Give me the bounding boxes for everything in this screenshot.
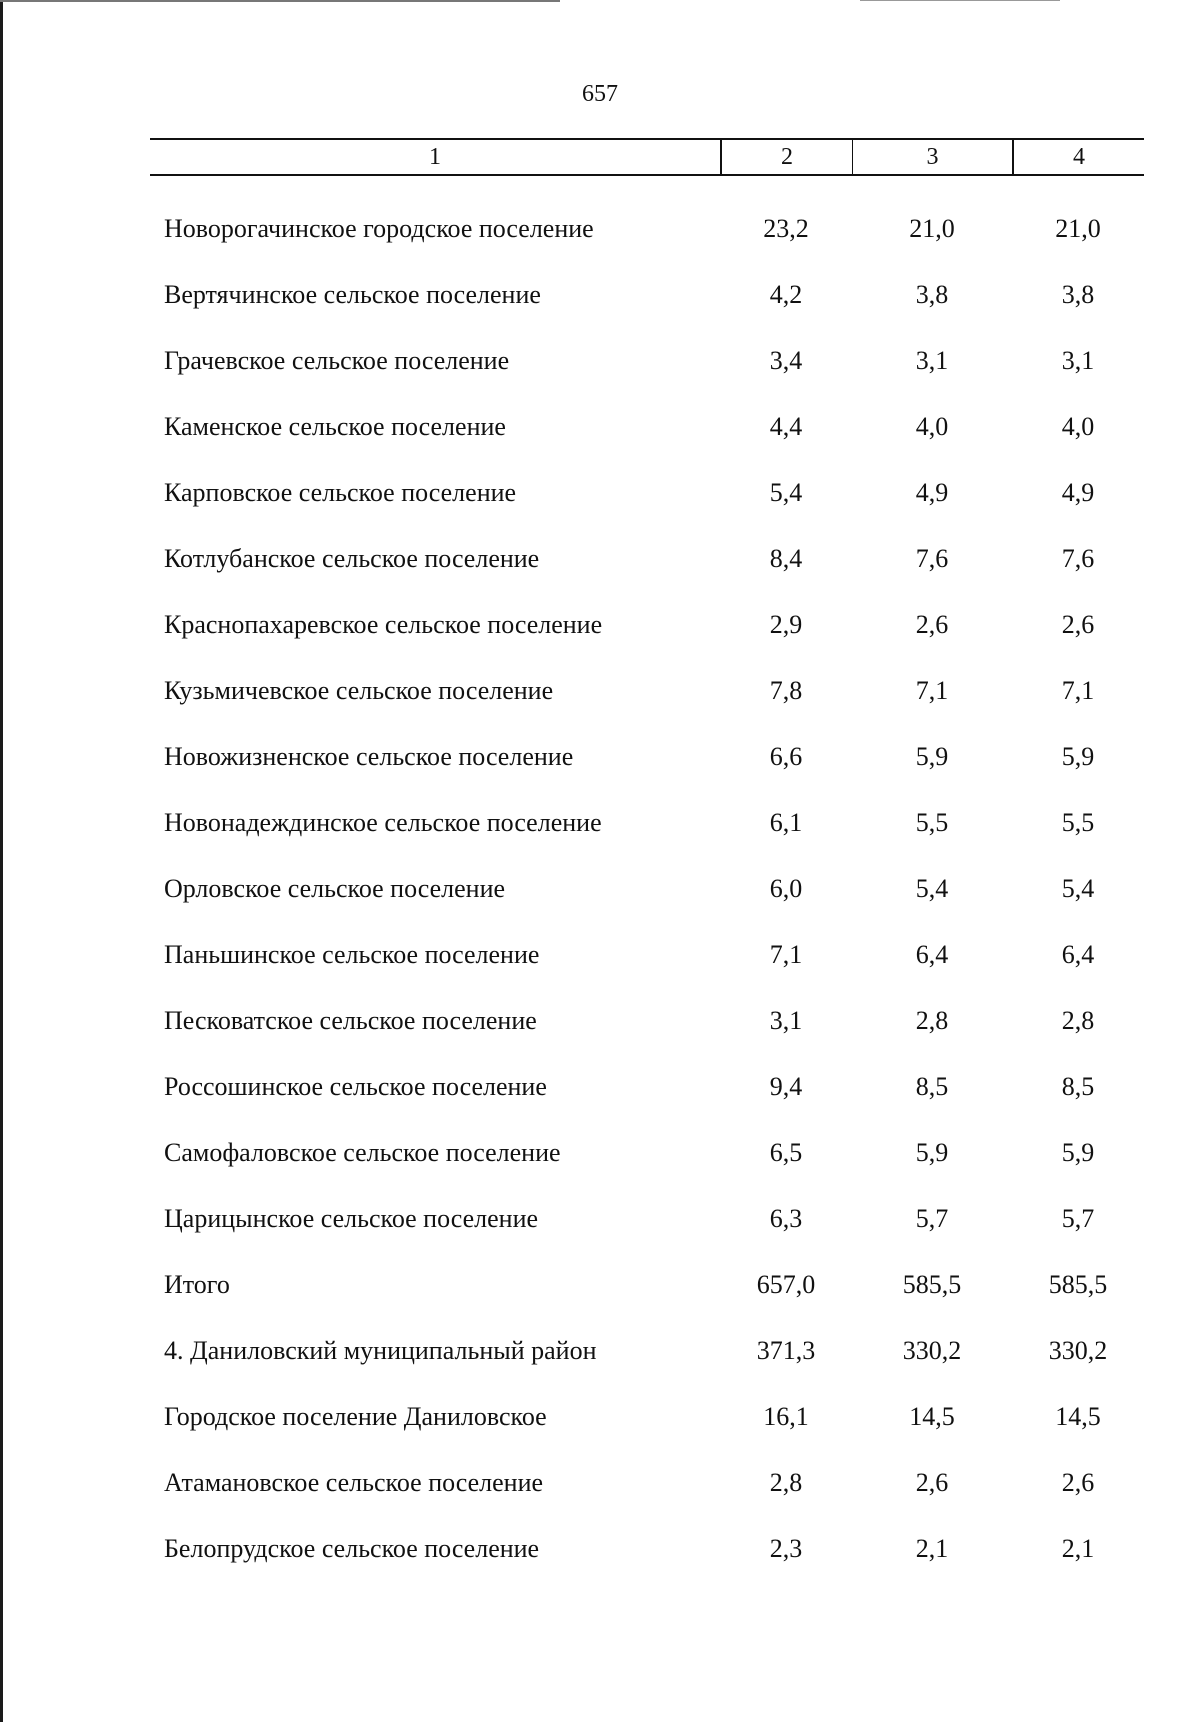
settlement-name: Песковатское сельское поселение <box>164 1006 537 1035</box>
scan-border-top <box>0 0 560 2</box>
value-col-3: 5,9 <box>915 742 949 771</box>
value-col-2: 6,3 <box>769 1204 803 1233</box>
value-col-4: 585,5 <box>1048 1270 1108 1299</box>
column-header-1: 1 <box>429 144 441 170</box>
table-row <box>150 328 1144 394</box>
settlement-name: Карповское сельское поселение <box>164 478 517 507</box>
settlement-name: Россошинское сельское поселение <box>164 1072 547 1101</box>
settlement-name: Атамановское сельское поселение <box>164 1468 544 1497</box>
table-row <box>150 1054 1144 1120</box>
value-col-3: 2,1 <box>915 1534 949 1563</box>
value-col-4: 7,6 <box>1061 544 1095 573</box>
value-col-4: 5,9 <box>1061 1138 1095 1167</box>
value-col-2: 8,4 <box>769 544 803 573</box>
value-col-2: 371,3 <box>756 1336 816 1365</box>
value-col-4: 5,7 <box>1061 1204 1095 1233</box>
table-row <box>150 1318 1144 1384</box>
table-row <box>150 1450 1144 1516</box>
settlement-name: Новожизненское сельское поселение <box>164 742 574 771</box>
value-col-2: 6,5 <box>769 1138 803 1167</box>
column-header-4: 4 <box>1012 140 1144 174</box>
table-row <box>150 724 1144 790</box>
settlement-name: Новонадеждинское сельское поселение <box>164 808 602 837</box>
value-col-4: 2,8 <box>1061 1006 1095 1035</box>
table-row <box>150 1186 1144 1252</box>
value-col-3: 7,1 <box>915 676 949 705</box>
value-col-3: 5,7 <box>915 1204 949 1233</box>
value-col-4: 5,5 <box>1061 808 1095 837</box>
settlement-name: Самофаловское сельское поселение <box>164 1138 561 1167</box>
value-col-4: 5,9 <box>1061 742 1095 771</box>
scan-border-top-right <box>860 0 1060 1</box>
value-col-3: 21,0 <box>909 214 955 243</box>
value-col-4: 4,9 <box>1061 478 1095 507</box>
value-col-2: 3,1 <box>769 1006 803 1035</box>
table-row <box>150 1384 1144 1450</box>
table-body <box>150 196 1144 1582</box>
value-col-4: 2,6 <box>1061 610 1095 639</box>
column-header-2: 2 <box>720 140 852 174</box>
table-row <box>150 592 1144 658</box>
settlement-name: Вертячинское сельское поселение <box>164 280 541 309</box>
table-row <box>150 658 1144 724</box>
value-col-2: 3,4 <box>769 346 803 375</box>
value-col-2: 7,8 <box>769 676 803 705</box>
table-row <box>150 394 1144 460</box>
value-col-4: 2,6 <box>1061 1468 1095 1497</box>
page-number: 657 <box>582 81 618 107</box>
value-col-4: 5,4 <box>1061 874 1095 903</box>
value-col-4: 8,5 <box>1061 1072 1095 1101</box>
settlement-name: Котлубанское сельское поселение <box>164 544 540 573</box>
value-col-2: 7,1 <box>769 940 803 969</box>
value-col-2: 6,0 <box>769 874 803 903</box>
settlement-name: Итого <box>164 1270 230 1299</box>
settlement-name: Городское поселение Даниловское <box>164 1402 547 1431</box>
value-col-4: 7,1 <box>1061 676 1095 705</box>
table-row <box>150 922 1144 988</box>
value-col-3: 3,8 <box>915 280 949 309</box>
value-col-3: 585,5 <box>902 1270 962 1299</box>
value-col-4: 3,8 <box>1061 280 1095 309</box>
settlement-name: Царицынское сельское поселение <box>164 1204 539 1233</box>
settlement-name: Кузьмичевское сельское поселение <box>164 676 554 705</box>
value-col-2: 4,2 <box>769 280 803 309</box>
value-col-4: 3,1 <box>1061 346 1095 375</box>
value-col-2: 2,9 <box>769 610 803 639</box>
value-col-3: 330,2 <box>902 1336 962 1365</box>
settlement-name: Краснопахаревское сельское поселение <box>164 610 603 639</box>
value-col-4: 6,4 <box>1061 940 1095 969</box>
value-col-3: 3,1 <box>915 346 949 375</box>
settlement-name: 4. Даниловский муниципальный район <box>164 1336 597 1365</box>
value-col-3: 2,6 <box>915 1468 949 1497</box>
table-row <box>150 460 1144 526</box>
value-col-3: 5,9 <box>915 1138 949 1167</box>
value-col-3: 6,4 <box>915 940 949 969</box>
table-row <box>150 196 1144 262</box>
table-row <box>150 790 1144 856</box>
settlement-name: Грачевское сельское поселение <box>164 346 510 375</box>
value-col-3: 5,4 <box>915 874 949 903</box>
value-col-2: 5,4 <box>769 478 803 507</box>
scan-border-left <box>0 0 3 1722</box>
value-col-2: 6,6 <box>769 742 803 771</box>
settlement-name: Орловское сельское поселение <box>164 874 506 903</box>
table-row <box>150 262 1144 328</box>
value-col-3: 2,8 <box>915 1006 949 1035</box>
settlement-name: Паньшинское сельское поселение <box>164 940 540 969</box>
value-col-3: 2,6 <box>915 610 949 639</box>
value-col-2: 23,2 <box>763 214 809 243</box>
value-col-2: 657,0 <box>756 1270 816 1299</box>
settlement-name: Каменское сельское поселение <box>164 412 506 441</box>
value-col-2: 2,8 <box>769 1468 803 1497</box>
value-col-2: 6,1 <box>769 808 803 837</box>
table-row <box>150 1252 1144 1318</box>
table-row <box>150 1120 1144 1186</box>
value-col-3: 4,9 <box>915 478 949 507</box>
value-col-3: 5,5 <box>915 808 949 837</box>
settlement-name: Новорогачинское городское поселение <box>164 214 594 243</box>
value-col-2: 2,3 <box>769 1534 803 1563</box>
value-col-2: 4,4 <box>769 412 803 441</box>
table-row <box>150 1516 1144 1582</box>
value-col-3: 7,6 <box>915 544 949 573</box>
value-col-4: 4,0 <box>1061 412 1095 441</box>
table-row <box>150 526 1144 592</box>
value-col-2: 16,1 <box>763 1402 809 1431</box>
value-col-4: 2,1 <box>1061 1534 1095 1563</box>
table-row <box>150 988 1144 1054</box>
column-header-3: 3 <box>852 140 1012 174</box>
value-col-3: 14,5 <box>909 1402 955 1431</box>
settlement-name: Белопрудское сельское поселение <box>164 1534 540 1563</box>
value-col-3: 8,5 <box>915 1072 949 1101</box>
value-col-4: 21,0 <box>1055 214 1101 243</box>
table-row <box>150 856 1144 922</box>
value-col-4: 330,2 <box>1048 1336 1108 1365</box>
value-col-3: 4,0 <box>915 412 949 441</box>
value-col-2: 9,4 <box>769 1072 803 1101</box>
value-col-4: 14,5 <box>1055 1402 1101 1431</box>
table-header <box>150 138 1144 176</box>
